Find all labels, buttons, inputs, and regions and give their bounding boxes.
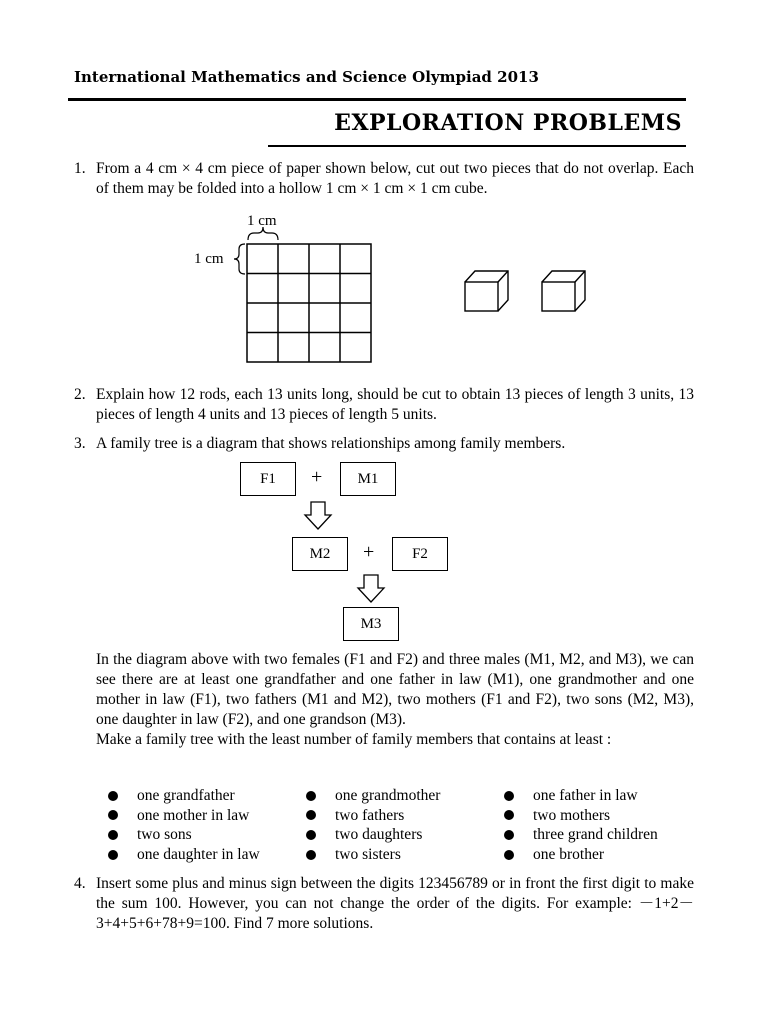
problem-3-explanation (96, 650, 694, 750)
bullet-icon (108, 810, 118, 820)
family-node-m1: M1 (340, 462, 396, 496)
bullet-icon (504, 791, 514, 801)
family-node-m3: M3 (343, 607, 399, 641)
height-label: 1 cm (194, 251, 224, 267)
family-node-f1: F1 (240, 462, 296, 496)
bullet-icon (504, 830, 514, 840)
problem-number: 3. (74, 435, 86, 452)
down-arrow-icon (305, 502, 331, 529)
list-item: two mothers (504, 806, 702, 826)
list-item: two sisters (306, 845, 504, 865)
requirements-row (108, 786, 708, 806)
requirements-row (108, 825, 708, 845)
bullet-icon (306, 830, 316, 840)
requirements-list (108, 786, 708, 864)
width-label: 1 cm (247, 213, 277, 229)
list-item: two sons (108, 825, 306, 845)
bullet-icon (306, 791, 316, 801)
family-node-m2: M2 (292, 537, 348, 571)
problem-text: Insert some plus and minus sign between the digits 123456789 or in front the first digit to make the sum 100. However, you can not change the order of the digits. For example: －1+2－3+4+5+6+78+9=100. Find 7 more solutions. (96, 875, 694, 932)
bullet-icon (306, 810, 316, 820)
competition-header: International Mathematics and Science Olympiad 2013 (74, 68, 539, 86)
list-item: one brother (504, 845, 702, 865)
list-item: one grandfather (108, 786, 306, 806)
list-item: one daughter in law (108, 845, 306, 865)
bullet-icon (504, 850, 514, 860)
bullet-icon (108, 850, 118, 860)
bullet-icon (504, 810, 514, 820)
list-item: three grand children (504, 825, 702, 845)
plus-sign: + (363, 541, 375, 563)
requirements-row (108, 806, 708, 826)
problem-number: 4. (74, 875, 86, 892)
bullet-icon (108, 791, 118, 801)
problem-4 (74, 874, 694, 934)
explanation-text: In the diagram above with two females (F1 and F2) and three males (M1, M2, and M3), we can see there are at least one grandfather and one father in law (M1), one grandmother and one mother in law (F1), two fathers (M1 and M2), two mothers (F1 and F2), two sons (M2, M3), one daughter in law (F2), and one grandson (M3). (96, 651, 694, 728)
section-title: EXPLORATION PROBLEMS (334, 110, 682, 136)
list-item: two daughters (306, 825, 504, 845)
bullet-icon (306, 850, 316, 860)
bullet-icon (108, 830, 118, 840)
problem-number: 2. (74, 386, 86, 403)
task-text: Make a family tree with the least number of family members that contains at least : (96, 731, 612, 748)
plus-sign: + (311, 466, 323, 488)
problem-text: From a 4 cm × 4 cm piece of paper shown below, cut out two pieces that do not overlap. Each of them may be folded into a hollow 1 cm × 1 cm × 1 cm cube. (96, 160, 694, 197)
problem-number: 1. (74, 160, 86, 177)
problem-intro: A family tree is a diagram that shows relationships among family members. (96, 435, 566, 452)
down-arrow-icon (358, 575, 384, 602)
list-item: one grandmother (306, 786, 504, 806)
requirements-row (108, 845, 708, 865)
list-item: two fathers (306, 806, 504, 826)
list-item: one father in law (504, 786, 702, 806)
family-node-f2: F2 (392, 537, 448, 571)
list-item: one mother in law (108, 806, 306, 826)
problem-text: Explain how 12 rods, each 13 units long, should be cut to obtain 13 pieces of length 3 units, 13 pieces of length 4 units and 13 pieces of length 5 units. (96, 386, 694, 423)
